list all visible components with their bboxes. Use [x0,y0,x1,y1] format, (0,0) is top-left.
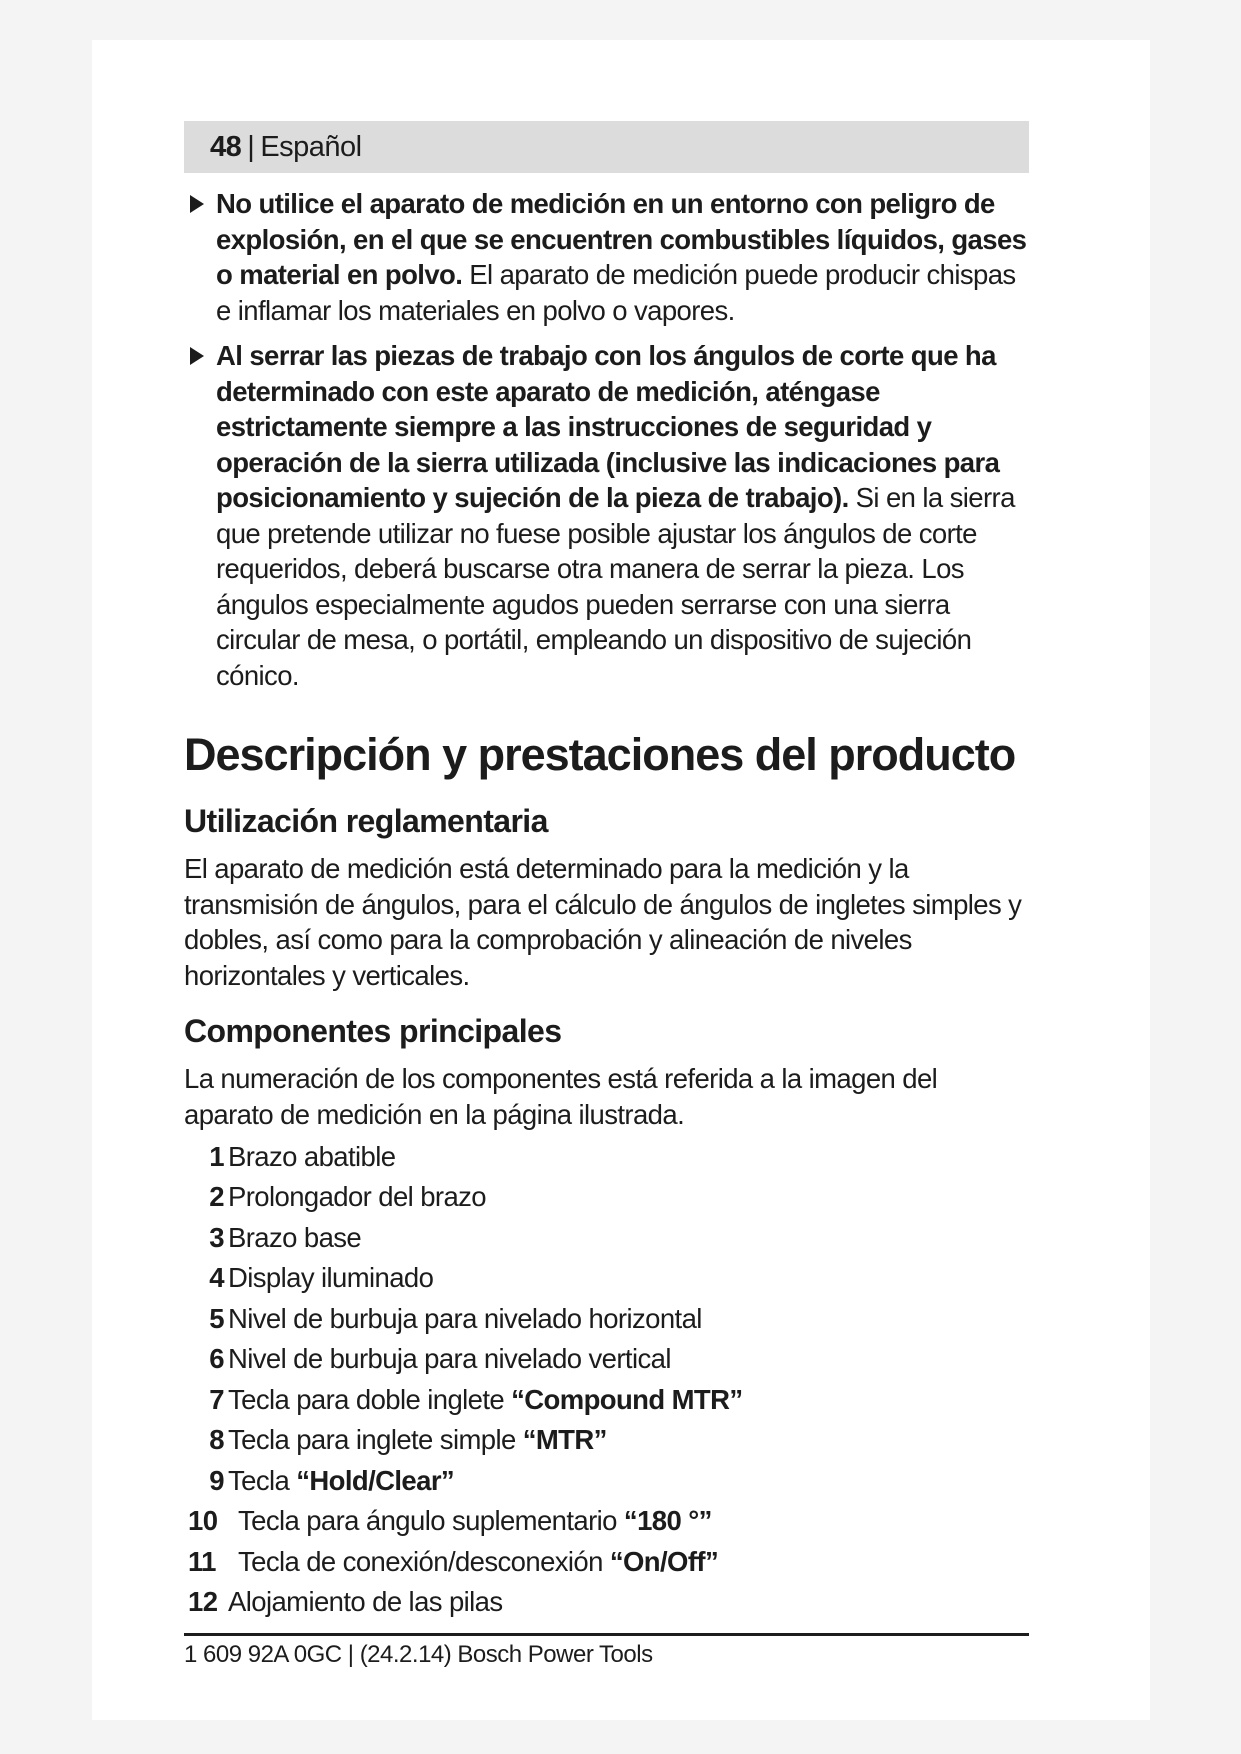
item-label: Alojamiento de las pilas [228,1586,503,1617]
item-number: 7 [209,1383,224,1415]
safety-bullet [184,186,1029,328]
footer-divider [184,1633,1029,1636]
list-item [184,1339,1029,1380]
list-item [184,1582,1029,1623]
item-key: “180 °” [623,1505,712,1536]
list-item [184,1541,1029,1582]
list-item [184,1217,1029,1258]
list-item [184,1460,1029,1501]
list-item [184,1136,1029,1177]
item-key: “MTR” [522,1424,607,1455]
bullet-bold-text: Al serrar las piezas de trabajo con los ángulos de corte que ha determinado con este aparato de medición, aténgase estrictamente siempre a las instrucciones de seguridad y operación de la sierra utilizada (inclusive las indicaciones para posicionamiento y sujeción de la pieza de trabajo). [216,340,1000,513]
list-item [184,1258,1029,1299]
item-key: “Compound MTR” [511,1383,743,1415]
usage-heading: Utilización reglamentaria [184,803,548,839]
page-number: 48 [210,130,242,163]
components-heading: Componentes principales [184,1013,562,1049]
item-number: 8 [209,1424,224,1455]
item-number: 2 [209,1181,224,1212]
item-label: Brazo abatible [228,1140,396,1172]
components-list [184,1136,1029,1622]
item-label: Tecla para inglete simple [228,1424,523,1455]
components-intro: La numeración de los componentes está referida a la imagen del aparato de medición en la página ilustrada. [184,1063,938,1130]
usage-paragraph: El aparato de medición está determinado para la medición y la transmisión de ángulos, para el cálculo de ángulos de ingletes simples y dobles, así como para la comprobación y alineación de niveles horizontales y verticales. [184,853,1022,991]
page-footer: 1 609 92A 0GC | (24.2.14) Bosch Power Tools [184,1641,653,1668]
bullet-bold-text: No utilice el aparato de medición en un entorno con peligro de explosión, en el que se encuentren combustibles líquidos, gases o material en polvo. [216,188,1027,290]
main-content [184,186,1029,1622]
item-number: 11 [188,1545,216,1577]
bullet-text: Si en la sierra que pretende utilizar no fuese posible ajustar los ángulos de corte requeridos, deberá buscarse otra manera de serrar la pieza. Los ángulos especialmente agudos pueden serrarse con una sierra circular de mesa, o portátil, empleando un dispositivo de sujeción cónico. [216,482,1015,691]
item-label: Tecla para ángulo suplementario [238,1505,624,1536]
item-number: 1 [209,1140,224,1172]
header-language: Español [260,130,362,163]
item-label: Tecla de conexión/desconexión [238,1545,610,1577]
bullet-triangle-icon [190,347,204,365]
item-label: Prolongador del brazo [228,1181,486,1212]
item-number: 4 [209,1262,224,1293]
item-number: 9 [209,1464,224,1496]
bullet-text: El aparato de medición puede producir chispas e inflamar los materiales en polvo o vapores. [216,259,1016,326]
page-header [184,121,1029,173]
item-number: 12 [188,1586,218,1617]
list-item [184,1420,1029,1461]
item-key: “On/Off” [609,1545,719,1577]
header-separator: | [247,130,255,163]
bullet-triangle-icon [190,195,204,213]
item-number: 10 [188,1505,218,1536]
item-label: Brazo base [228,1221,362,1253]
list-item [184,1298,1029,1339]
item-label: Tecla para doble inglete [228,1383,512,1415]
list-item [184,1501,1029,1542]
item-label: Tecla [228,1464,297,1496]
list-item [184,1177,1029,1218]
item-number: 3 [209,1221,224,1253]
section-title: Descripción y prestaciones del producto [184,729,1016,780]
item-key: “Hold/Clear” [296,1464,455,1496]
item-number: 5 [209,1302,224,1334]
item-label: Nivel de burbuja para nivelado horizontal [228,1302,702,1334]
safety-bullet [184,338,1029,693]
list-item [184,1379,1029,1420]
item-number: 6 [209,1343,224,1374]
item-label: Nivel de burbuja para nivelado vertical [228,1343,671,1374]
item-label: Display iluminado [228,1262,434,1293]
